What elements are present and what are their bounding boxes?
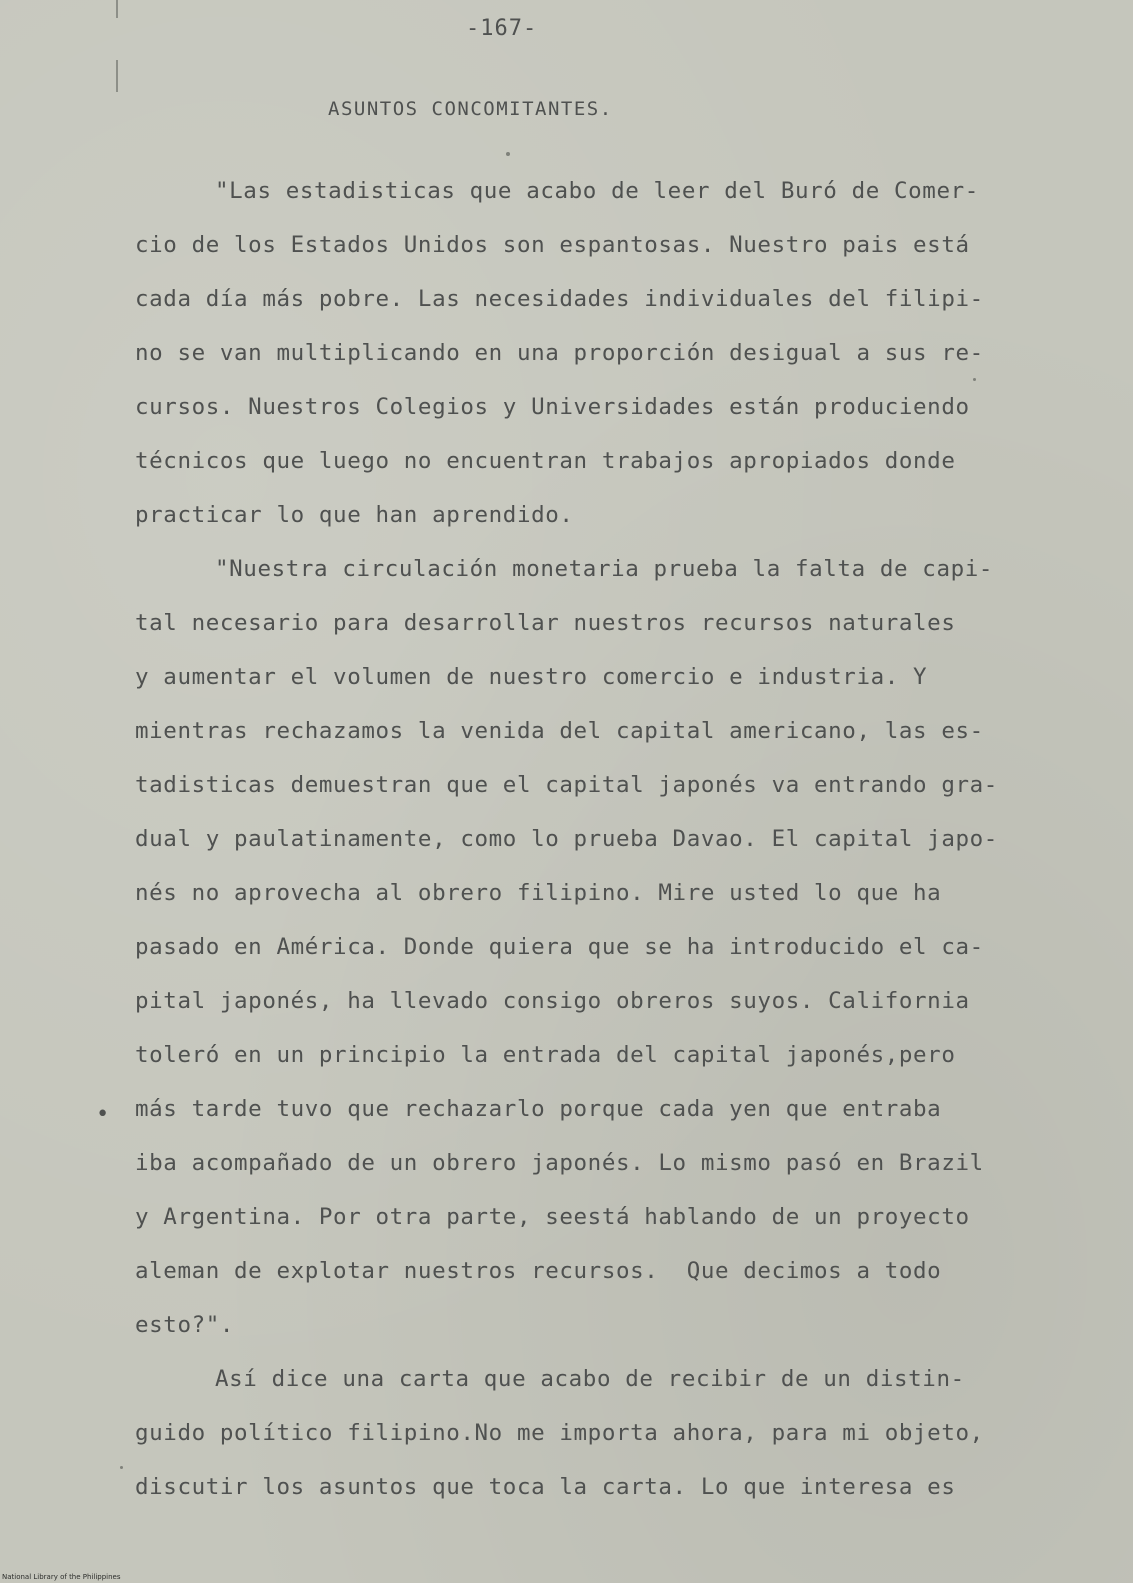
text-line: y Argentina. Por otra parte, seestá hablando de un proyecto <box>135 1204 970 1230</box>
text-line: no se van multiplicando en una proporción desigual a sus re- <box>135 340 984 366</box>
text-line: aleman de explotar nuestros recursos. Que decimos a todo <box>135 1258 942 1284</box>
text-line: pital japonés, ha llevado consigo obreros suyos. California <box>135 988 970 1014</box>
paper-speck <box>506 152 510 156</box>
text-line: pasado en América. Donde quiera que se ha introducido el ca- <box>135 934 984 960</box>
text-line: esto?". <box>135 1312 235 1338</box>
text-line: toleró en un principio la entrada del capital japonés,pero <box>135 1042 956 1068</box>
text-line: cursos. Nuestros Colegios y Universidades están produciendo <box>135 394 970 420</box>
paper-speck <box>120 1466 123 1469</box>
page-title: ASUNTOS CONCOMITANTES. <box>328 98 613 120</box>
margin-bullet: • <box>96 1102 110 1127</box>
text-line: cada día más pobre. Las necesidades individuales del filipi- <box>135 286 984 312</box>
text-line: técnicos que luego no encuentran trabajos apropiados donde <box>135 448 956 474</box>
text-line: Así dice una carta que acabo de recibir de un distin- <box>215 1366 965 1392</box>
text-line: "Las estadisticas que acabo de leer del Buró de Comer- <box>215 178 979 204</box>
paper-speck <box>973 378 976 381</box>
text-line: nés no aprovecha al obrero filipino. Mire usted lo que ha <box>135 880 942 906</box>
text-line: tadisticas demuestran que el capital japonés va entrando gra- <box>135 772 998 798</box>
page-number: -167- <box>466 16 538 41</box>
text-line: "Nuestra circulación monetaria prueba la falta de capi- <box>215 556 994 582</box>
footer-credit: National Library of the Philippines <box>2 1573 121 1581</box>
text-line: mientras rechazamos la venida del capital americano, las es- <box>135 718 984 744</box>
text-line: guido político filipino.No me importa ahora, para mi objeto, <box>135 1420 984 1446</box>
margin-mark <box>116 0 118 18</box>
text-line: tal necesario para desarrollar nuestros recursos naturales <box>135 610 956 636</box>
text-line: practicar lo que han aprendido. <box>135 502 574 528</box>
text-line: iba acompañado de un obrero japonés. Lo mismo pasó en Brazil <box>135 1150 984 1176</box>
text-line: dual y paulatinamente, como lo prueba Davao. El capital japo- <box>135 826 998 852</box>
text-line: más tarde tuvo que rechazarlo porque cada yen que entraba <box>135 1096 942 1122</box>
text-line: y aumentar el volumen de nuestro comercio e industria. Y <box>135 664 928 690</box>
text-line: discutir los asuntos que toca la carta. Lo que interesa es <box>135 1474 956 1500</box>
margin-mark <box>116 60 118 92</box>
text-line: cio de los Estados Unidos son espantosas. Nuestro pais está <box>135 232 970 258</box>
